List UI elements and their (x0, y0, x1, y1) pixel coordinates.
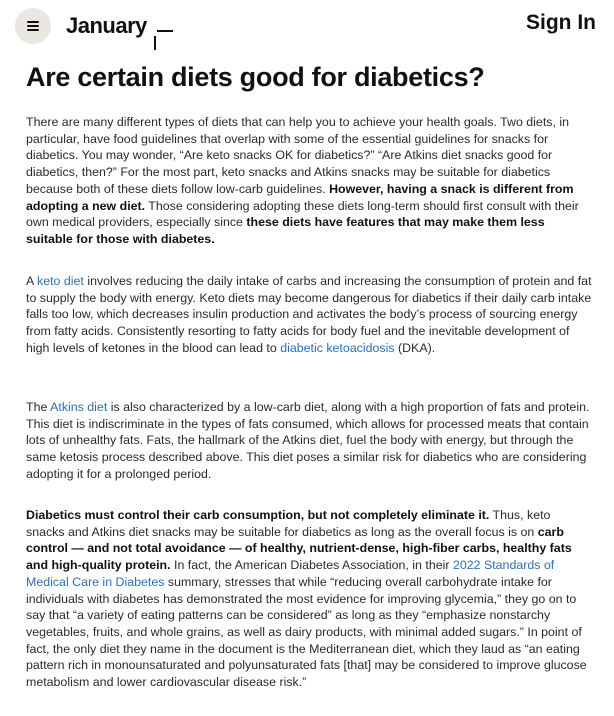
paragraph-text: Those considering adopting these diets long-term should first consult with their own medical providers, especially since (26, 198, 579, 230)
paragraph-text: Thus, keto snacks and Atkins diet snacks may be suitable for diabetics as long as the overall focus is on (26, 508, 551, 539)
bold-text: Diabetics must control their carb consumption, but not completely eliminate it. (26, 508, 490, 522)
site-header (0, 0, 614, 50)
atkins-diet-link[interactable]: Atkins diet (50, 400, 108, 414)
bold-text: these diets have features that may make them less suitable for those with diabetes. (26, 215, 545, 246)
keto-diet-link[interactable]: keto diet (37, 274, 84, 288)
hamburger-menu-icon (27, 21, 39, 31)
article-paragraph (26, 273, 592, 357)
brand-logo[interactable]: January (66, 13, 147, 38)
paragraph-text: (DKA). (394, 340, 436, 355)
article-title: Are certain diets good for diabetics? (26, 62, 485, 92)
bold-text: However, having a snack is different from adopting a new diet. (26, 181, 574, 213)
paragraph-text: A (26, 274, 38, 288)
paragraph-text: There are many different types of diets that can help you to achieve your health goals. Two diets, in particular, have food guidelines that overlap with some of the essential guidelines for snacks for diabetics. You may wonder, “Are keto snacks OK for diabetics?” “Are Atkins diet snacks good for diabetics, then?” For the most part, keto snacks and Atkins snacks may be suitable for diabetics because both of these diets follow low-carb guidelines. (26, 115, 569, 196)
diabetic-ketoacidosis-link[interactable]: diabetic ketoacidosis (280, 340, 395, 355)
menu-button[interactable] (15, 8, 51, 44)
sign-in-link[interactable]: Sign In (526, 11, 596, 34)
article-paragraph (26, 114, 592, 248)
paragraph-text: is also characterized by a low-carb diet, along with a high proportion of fats and protein. This diet is indiscriminate in the types of fats consumed, which allows for processed meats that contain lots of unhealthy fats. Fats, the hallmark of the Atkins diet, fuel the body with energy, but through the same ketosis process described above. This diet poses a similar risk for diabetics who are considering adopting it for a prolonged period. (26, 400, 590, 481)
paragraph-text: In fact, the American Diabetes Association, in their (170, 558, 453, 573)
paragraph-text: The (26, 400, 51, 414)
standards-of-care-link[interactable]: 2022 Standards of Medical Care in Diabetes (26, 558, 555, 589)
paragraph-text: summary, stresses that while “reducing overall carbohydrate intake for individuals with diabetes has demonstrated the most evidence for improving glycemia,” they go on to say that “a variety of eating patterns can be considered” as long as they “emphasize nonstarchy vegetables, fruits, and whole grains, as well as dairy products, with minimal added sugars.” In point of fact, the only diet they name in the document is the Mediterranean diet, which they laud as “an eating pattern rich in monounsaturated and polyunsaturated fats [that] may be considered to improve glucose metabolism and lower cardiovascular disease risk.” (26, 574, 587, 690)
bold-text: carb control — and not total avoidance — of healthy, nutrient-dense, high-fiber carbs, healthy fats and high-quality protein. (26, 524, 572, 573)
logo-mark-icon (151, 30, 173, 50)
paragraph-text: involves reducing the daily intake of carbs and increasing the consumption of protein and fat to supply the body with energy. Keto diets may become dangerous for diabetics if their daily carb intake falls too low, which decreases insulin production and activates the body’s process of sourcing energy from fatty acids. Consistently resorting to fatty acids for body fuel and the inevitable development of high levels of ketones in the blood can lead to (26, 274, 592, 355)
article-paragraph (26, 399, 592, 483)
article-paragraph (26, 507, 592, 691)
